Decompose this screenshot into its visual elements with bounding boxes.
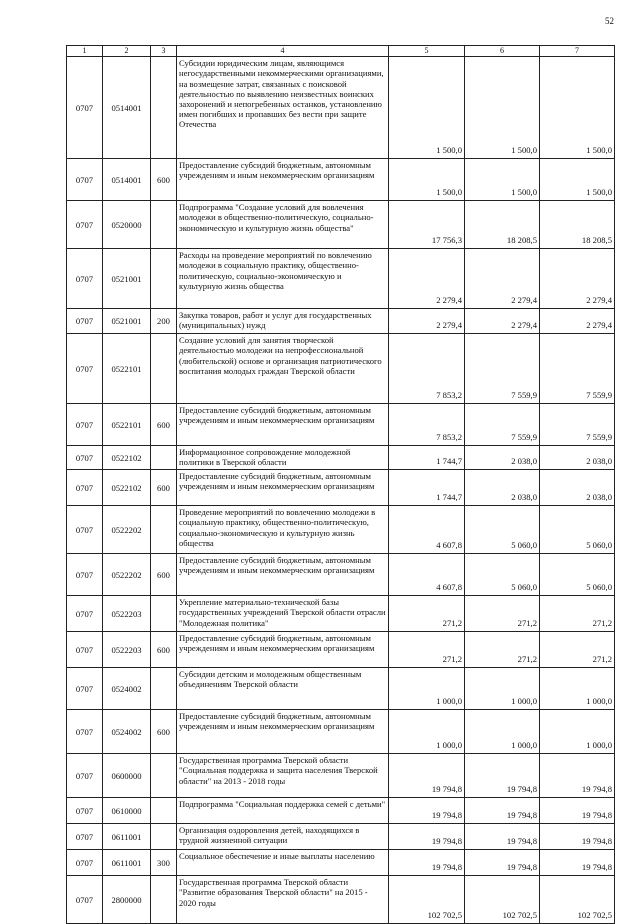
row-section-code: 0707 xyxy=(67,404,103,446)
row-description: Социальное обеспечение и иные выплаты населению xyxy=(177,850,389,876)
row-amount-col7: 2 038,0 xyxy=(540,446,615,470)
row-amount-col5: 17 756,3 xyxy=(389,201,465,249)
row-target-code: 0600000 xyxy=(103,754,151,798)
table-row xyxy=(67,159,615,201)
column-header: 7 xyxy=(540,46,615,57)
row-amount-col7: 18 208,5 xyxy=(540,201,615,249)
row-target-code: 0521001 xyxy=(103,249,151,309)
row-description: Создание условий для занятия творческой деятельностью молодежи на непрофессиональной (любительской) основе и организация патриотического воспитания молодых граждан Тверской области xyxy=(177,334,389,404)
row-expense-type-code: 600 xyxy=(151,632,177,668)
row-target-code: 0524002 xyxy=(103,710,151,754)
row-amount-col6: 1 000,0 xyxy=(465,710,540,754)
table-row xyxy=(67,824,615,850)
column-header: 2 xyxy=(103,46,151,57)
row-amount-col7: 7 559,9 xyxy=(540,404,615,446)
row-amount-col6: 7 559,9 xyxy=(465,404,540,446)
row-amount-col5: 19 794,8 xyxy=(389,754,465,798)
row-amount-col5: 1 500,0 xyxy=(389,57,465,159)
row-section-code: 0707 xyxy=(67,710,103,754)
row-section-code: 0707 xyxy=(67,754,103,798)
row-section-code: 0707 xyxy=(67,668,103,710)
row-target-code: 0524002 xyxy=(103,668,151,710)
row-target-code: 0522203 xyxy=(103,596,151,632)
row-amount-col6: 1 500,0 xyxy=(465,159,540,201)
table-row xyxy=(67,554,615,596)
row-expense-type-code xyxy=(151,876,177,924)
row-amount-col6: 2 279,4 xyxy=(465,309,540,334)
row-amount-col7: 1 000,0 xyxy=(540,668,615,710)
row-expense-type-code: 600 xyxy=(151,554,177,596)
row-target-code: 0514001 xyxy=(103,159,151,201)
row-target-code: 0520000 xyxy=(103,201,151,249)
row-amount-col5: 271,2 xyxy=(389,596,465,632)
table-row xyxy=(67,446,615,470)
row-section-code: 0707 xyxy=(67,798,103,824)
row-expense-type-code xyxy=(151,334,177,404)
row-amount-col5: 2 279,4 xyxy=(389,249,465,309)
row-section-code: 0707 xyxy=(67,159,103,201)
table-row xyxy=(67,876,615,924)
table-row xyxy=(67,470,615,506)
row-expense-type-code xyxy=(151,57,177,159)
row-amount-col5: 4 607,8 xyxy=(389,554,465,596)
row-amount-col7: 1 000,0 xyxy=(540,710,615,754)
row-section-code: 0707 xyxy=(67,824,103,850)
page-number: 52 xyxy=(605,16,614,26)
row-target-code: 0522102 xyxy=(103,470,151,506)
row-target-code: 0522203 xyxy=(103,632,151,668)
row-section-code: 0707 xyxy=(67,334,103,404)
row-expense-type-code xyxy=(151,506,177,554)
row-expense-type-code: 300 xyxy=(151,850,177,876)
row-target-code: 2800000 xyxy=(103,876,151,924)
row-description: Предоставление субсидий бюджетным, автономным учреждениям и иным некоммерческим организациям xyxy=(177,470,389,506)
row-expense-type-code xyxy=(151,201,177,249)
row-expense-type-code: 600 xyxy=(151,710,177,754)
row-expense-type-code xyxy=(151,668,177,710)
row-amount-col7: 5 060,0 xyxy=(540,506,615,554)
table-row xyxy=(67,404,615,446)
row-description: Организация оздоровления детей, находящихся в трудной жизненной ситуации xyxy=(177,824,389,850)
table-row xyxy=(67,201,615,249)
row-description: Подпрограмма "Социальная поддержка семей с детьми" xyxy=(177,798,389,824)
row-amount-col7: 102 702,5 xyxy=(540,876,615,924)
row-amount-col5: 271,2 xyxy=(389,632,465,668)
row-section-code: 0707 xyxy=(67,632,103,668)
row-section-code: 0707 xyxy=(67,201,103,249)
row-expense-type-code xyxy=(151,446,177,470)
row-amount-col5: 1 000,0 xyxy=(389,668,465,710)
table-row xyxy=(67,632,615,668)
row-section-code: 0707 xyxy=(67,506,103,554)
row-target-code: 0610000 xyxy=(103,798,151,824)
column-header: 5 xyxy=(389,46,465,57)
row-expense-type-code: 200 xyxy=(151,309,177,334)
row-amount-col5: 19 794,8 xyxy=(389,850,465,876)
row-amount-col6: 5 060,0 xyxy=(465,506,540,554)
row-description: Укрепление материально-технической базы государственных учреждений Тверской области отрасли "Молодежная политика" xyxy=(177,596,389,632)
row-target-code: 0522101 xyxy=(103,334,151,404)
table-row xyxy=(67,754,615,798)
table-row xyxy=(67,668,615,710)
row-description: Субсидии юридическим лицам, являющимся негосударственными некоммерческими организациями, на возмещение затрат, связанных с поисковой деятельностью по выявлению неизвестных воинских захоронений и непогребенных останков, установлению имен погибших и пропавших без вести при защите Отечества xyxy=(177,57,389,159)
row-amount-col5: 19 794,8 xyxy=(389,824,465,850)
table-row xyxy=(67,710,615,754)
row-description: Субсидии детским и молодежным общественным объединениям Тверской области xyxy=(177,668,389,710)
table-row xyxy=(67,334,615,404)
table-row xyxy=(67,506,615,554)
row-description: Предоставление субсидий бюджетным, автономным учреждениям и иным некоммерческим организациям xyxy=(177,159,389,201)
row-target-code: 0611001 xyxy=(103,850,151,876)
row-amount-col6: 1 500,0 xyxy=(465,57,540,159)
table-row xyxy=(67,249,615,309)
row-amount-col5: 19 794,8 xyxy=(389,798,465,824)
row-expense-type-code xyxy=(151,824,177,850)
row-description: Подпрограмма "Создание условий для вовлечения молодежи в общественно-политическую, социально-экономическую и культурную жизнь общества" xyxy=(177,201,389,249)
row-description: Предоставление субсидий бюджетным, автономным учреждениям и иным некоммерческим организациям xyxy=(177,710,389,754)
row-description: Расходы на проведение мероприятий по вовлечению молодежи в социальную практику, общественно-политическую, социально-экономическую и культурную жизнь общества xyxy=(177,249,389,309)
row-section-code: 0707 xyxy=(67,249,103,309)
row-section-code: 0707 xyxy=(67,309,103,334)
row-target-code: 0522102 xyxy=(103,446,151,470)
row-section-code: 0707 xyxy=(67,596,103,632)
row-description: Государственная программа Тверской области "Социальная поддержка и защита населения Тверской области" на 2013 - 2018 годы xyxy=(177,754,389,798)
row-description: Предоставление субсидий бюджетным, автономным учреждениям и иным некоммерческим организациям xyxy=(177,554,389,596)
row-amount-col7: 2 279,4 xyxy=(540,249,615,309)
row-section-code: 0707 xyxy=(67,446,103,470)
row-amount-col5: 1 000,0 xyxy=(389,710,465,754)
row-amount-col5: 2 279,4 xyxy=(389,309,465,334)
row-amount-col6: 271,2 xyxy=(465,632,540,668)
row-amount-col6: 19 794,8 xyxy=(465,850,540,876)
row-amount-col6: 19 794,8 xyxy=(465,754,540,798)
row-expense-type-code: 600 xyxy=(151,470,177,506)
row-amount-col7: 7 559,9 xyxy=(540,334,615,404)
column-header: 1 xyxy=(67,46,103,57)
row-expense-type-code: 600 xyxy=(151,404,177,446)
row-amount-col6: 271,2 xyxy=(465,596,540,632)
row-target-code: 0522202 xyxy=(103,506,151,554)
row-expense-type-code xyxy=(151,754,177,798)
row-description: Проведение мероприятий по вовлечению молодежи в социальную практику, общественно-политическую, социально-экономическую и культурную жизнь общества xyxy=(177,506,389,554)
row-description: Закупка товаров, работ и услуг для государственных (муниципальных) нужд xyxy=(177,309,389,334)
row-amount-col7: 19 794,8 xyxy=(540,798,615,824)
row-amount-col6: 7 559,9 xyxy=(465,334,540,404)
row-amount-col6: 18 208,5 xyxy=(465,201,540,249)
row-target-code: 0514001 xyxy=(103,57,151,159)
row-amount-col5: 4 607,8 xyxy=(389,506,465,554)
row-expense-type-code xyxy=(151,249,177,309)
row-amount-col7: 19 794,8 xyxy=(540,824,615,850)
table-row xyxy=(67,850,615,876)
row-amount-col5: 7 853,2 xyxy=(389,334,465,404)
row-target-code: 0611001 xyxy=(103,824,151,850)
row-expense-type-code xyxy=(151,798,177,824)
row-section-code: 0707 xyxy=(67,876,103,924)
row-section-code: 0707 xyxy=(67,57,103,159)
budget-table xyxy=(66,45,615,924)
row-amount-col7: 271,2 xyxy=(540,632,615,668)
row-amount-col5: 7 853,2 xyxy=(389,404,465,446)
row-amount-col6: 5 060,0 xyxy=(465,554,540,596)
table-row xyxy=(67,798,615,824)
row-section-code: 0707 xyxy=(67,554,103,596)
row-amount-col7: 2 038,0 xyxy=(540,470,615,506)
row-amount-col7: 271,2 xyxy=(540,596,615,632)
table-header-row xyxy=(67,46,615,57)
column-header: 6 xyxy=(465,46,540,57)
row-amount-col5: 102 702,5 xyxy=(389,876,465,924)
row-amount-col6: 2 279,4 xyxy=(465,249,540,309)
row-amount-col5: 1 500,0 xyxy=(389,159,465,201)
row-description: Предоставление субсидий бюджетным, автономным учреждениям и иным некоммерческим организациям xyxy=(177,632,389,668)
column-header: 3 xyxy=(151,46,177,57)
row-amount-col6: 102 702,5 xyxy=(465,876,540,924)
table-row xyxy=(67,57,615,159)
row-amount-col7: 1 500,0 xyxy=(540,57,615,159)
row-amount-col7: 5 060,0 xyxy=(540,554,615,596)
row-description: Предоставление субсидий бюджетным, автономным учреждениям и иным некоммерческим организациям xyxy=(177,404,389,446)
row-amount-col5: 1 744,7 xyxy=(389,446,465,470)
row-section-code: 0707 xyxy=(67,470,103,506)
row-description: Государственная программа Тверской области "Развитие образования Тверской области" на 2015 - 2020 годы xyxy=(177,876,389,924)
row-target-code: 0521001 xyxy=(103,309,151,334)
row-target-code: 0522202 xyxy=(103,554,151,596)
row-amount-col7: 2 279,4 xyxy=(540,309,615,334)
row-amount-col7: 19 794,8 xyxy=(540,850,615,876)
row-amount-col7: 1 500,0 xyxy=(540,159,615,201)
table-row xyxy=(67,309,615,334)
row-amount-col6: 2 038,0 xyxy=(465,470,540,506)
row-section-code: 0707 xyxy=(67,850,103,876)
row-target-code: 0522101 xyxy=(103,404,151,446)
table-row xyxy=(67,596,615,632)
column-header: 4 xyxy=(177,46,389,57)
row-amount-col6: 19 794,8 xyxy=(465,798,540,824)
row-expense-type-code: 600 xyxy=(151,159,177,201)
row-amount-col6: 1 000,0 xyxy=(465,668,540,710)
row-amount-col6: 2 038,0 xyxy=(465,446,540,470)
row-expense-type-code xyxy=(151,596,177,632)
row-description: Информационное сопровождение молодежной политики в Тверской области xyxy=(177,446,389,470)
row-amount-col6: 19 794,8 xyxy=(465,824,540,850)
row-amount-col7: 19 794,8 xyxy=(540,754,615,798)
row-amount-col5: 1 744,7 xyxy=(389,470,465,506)
